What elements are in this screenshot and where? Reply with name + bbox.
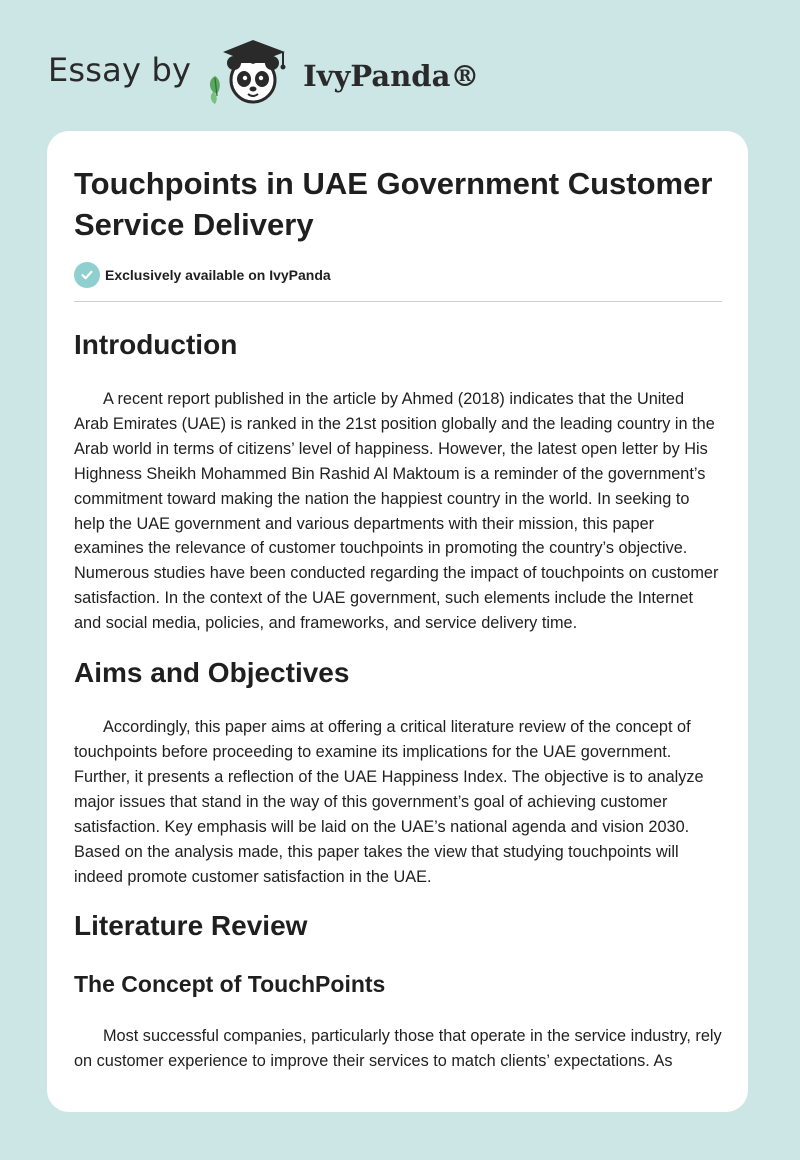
divider (74, 301, 722, 302)
exclusive-badge (74, 262, 722, 288)
section-heading-literature-review: Literature Review (74, 910, 308, 942)
essay-content (47, 131, 748, 1074)
essay-card (47, 131, 748, 1112)
brand-name[interactable]: IvyPanda® (303, 59, 480, 93)
section-heading-aims-and-objectives: Aims and Objectives (74, 657, 350, 689)
site-header (48, 36, 479, 108)
essay-by-label: Essay by (48, 51, 192, 89)
panda-logo-icon[interactable] (205, 36, 297, 108)
exclusive-label: Exclusively available on IvyPanda (105, 267, 331, 283)
check-circle-icon (74, 262, 100, 288)
touchpoints-paragraph: Most successful companies, particularly those that operate in the service industry, rely on customer experience to improve their services to match clients’ expectations. As (74, 1027, 722, 1071)
aims-paragraph: Accordingly, this paper aims at offering a critical literature review of the concept of touchpoints before proceeding to examine its implications for the UAE government. Further, it presents a reflection of the UAE Happiness Index. The objective is to analyze major issues that stand in the way of this government’s goal of achieving customer satisfaction. Key emphasis will be laid on the UAE’s national agenda and vision 2030. Based on the analysis made, this paper takes the view that studying touchpoints will indeed promote customer satisfaction in the UAE. (74, 718, 704, 886)
essay-title: Touchpoints in UAE Government Customer Service Delivery (74, 166, 713, 242)
subsection-heading-concept-of-touchpoints: The Concept of TouchPoints (74, 971, 386, 998)
section-heading-introduction: Introduction (74, 329, 238, 360)
introduction-paragraph: A recent report published in the article by Ahmed (2018) indicates that the United Arab Emirates (UAE) is ranked in the 21st position globally and the leading country in the Arab world in terms of citizens’ level of happiness. However, the latest open letter by His Highness Sheikh Mohammed Bin Rashid Al Maktoum is a reminder of the government’s commitment toward making the nation the happiest country in the world. In seeking to help the UAE government and various departments with their mission, this paper examines the relevance of customer touchpoints in promoting the country’s objective. Numerous studies have been conducted regarding the impact of touchpoints on customer satisfaction. In the context of the UAE government, such elements include the Internet and social media, policies, and frameworks, and service delivery time. (74, 390, 719, 633)
